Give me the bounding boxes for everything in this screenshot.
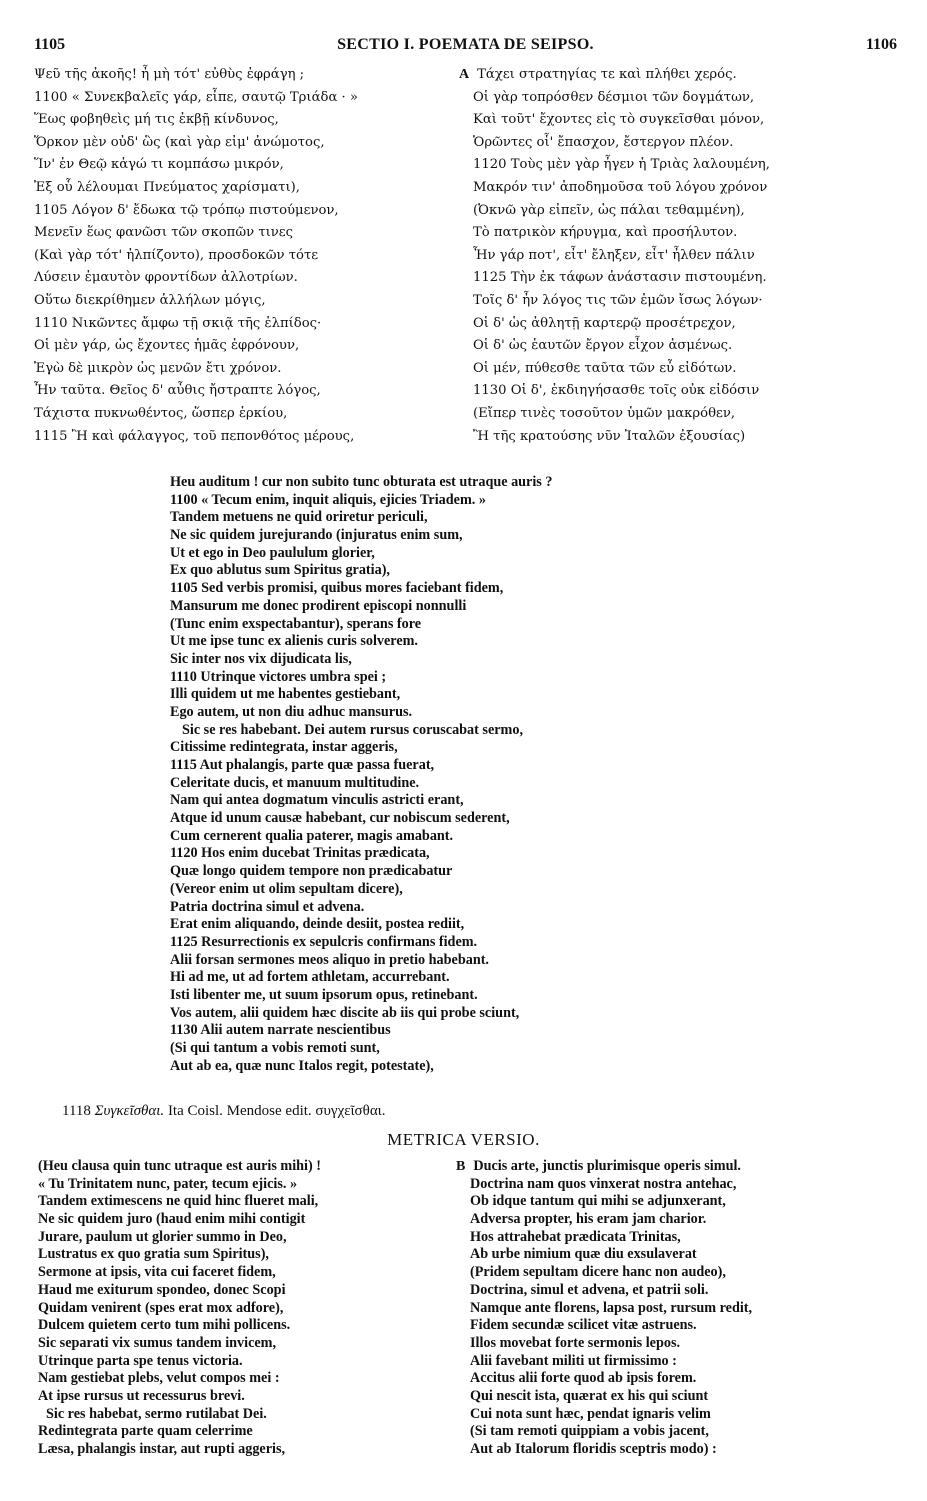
metrica-verse-line: Ab urbe nimium quæ diu exsulaverat <box>470 1246 697 1263</box>
latin-verse-line: Tandem metuens ne quid oriretur periculi, <box>170 509 428 526</box>
greek-verse-line: 1100 « Συνεκβαλεῖς γάρ, εἶπε, σαυτῷ Τριάδα · » <box>34 89 359 105</box>
footnote-greek-variant: συγχεῖσθαι. <box>315 1103 386 1119</box>
verse-column-right <box>456 1158 906 1459</box>
latin-verse-line: Ut me ipse tunc ex alienis curis solverem. <box>170 633 418 650</box>
greek-column-right <box>459 64 904 448</box>
metrica-verse-line: Ob idque tantum qui mihi se adjunxerant, <box>470 1193 726 1210</box>
metrica-verse-line: Lustratus ex quo gratia sum Spiritus), <box>38 1246 269 1263</box>
greek-verse-line: Ἐξ οὗ λέλουμαι Πνεύματος χαρίσματι), <box>34 179 300 195</box>
latin-verse-line: Patria doctrina simul et advena. <box>170 898 365 915</box>
latin-verse-line: Cum cernerent qualia paterer, magis amabant. <box>170 827 454 844</box>
greek-verse-line: (Καὶ γὰρ τότ' ἠλπίζοντο), προσδοκῶν τότε <box>34 247 319 263</box>
greek-verse-line: Οἱ δ' ὡς ἑαυτῶν ἔργον εἶχον ἀσμένως. <box>473 338 733 354</box>
latin-verse-line: Vos autem, alii quidem hæc discite ab iis qui probe sciunt, <box>170 1004 520 1021</box>
greek-verse-line: Οὕτω διεκρίθημεν ἀλλήλων μόγις, <box>34 292 266 308</box>
latin-verse-line: Quæ longo quidem tempore non prædicabatur <box>170 863 453 880</box>
metrica-verse-line: Ne sic quidem juro (haud enim mihi contigit <box>38 1211 306 1228</box>
latin-verse-line: (Si qui tantum a vobis remoti sunt, <box>170 1040 380 1056</box>
greek-verse-line: Ἦν ταῦτα. Θεῖος δ' αὖθις ἤστραπτε λόγος, <box>34 383 321 399</box>
metrica-verse-line: At ipse rursus ut recessurus brevi. <box>38 1387 245 1404</box>
metrica-verse-line: Nam gestiebat plebs, velut compos mei : <box>38 1370 280 1387</box>
latin-verse-line: 1100 « Tecum enim, inquit aliquis, ejicies Triadem. » <box>170 491 486 508</box>
metrica-verse-line: Alii favebant militi ut firmissimo : <box>470 1352 677 1369</box>
latin-translation <box>170 474 730 1075</box>
right-page-number: 1106 <box>865 36 897 53</box>
greek-verse-line: Καὶ τοῦτ' ἔχοντες εἰς τὸ συγκεῖσθαι μόνον, <box>473 112 765 128</box>
metrica-verse-line: Doctrina, simul et advena, et patrii soli. <box>470 1281 709 1298</box>
metrica-verse-line <box>456 1158 906 1176</box>
metrica-verse-line: Haud me exiturum spondeo, donec Scopi <box>38 1281 286 1298</box>
latin-verse-line: Hi ad me, ut ad fortem athletam, accurrebant. <box>170 969 450 986</box>
greek-verse-line <box>459 64 904 87</box>
running-title: SECTIO I. POEMATA DE SEIPSO. <box>337 36 594 53</box>
greek-verse-line: Μενεῖν ἕως φανῶσι τῶν σκοπῶν τινες <box>34 225 294 241</box>
greek-verse-line: Οἱ μὲν γάρ, ὡς ἔχοντες ἡμᾶς ἐφρόνουν, <box>34 338 300 354</box>
metrica-versio-heading: METRICA VERSIO. <box>387 1130 540 1149</box>
metrica-verse-line: Adversa propter, his eram jam charior. <box>470 1211 707 1228</box>
latin-verse-line: Celeritate ducis, et manuum multitudine. <box>170 774 420 791</box>
metrica-verse-line: Jurare, paulum ut glorier summo in Deo, <box>38 1228 287 1245</box>
latin-verse-line: Alii forsan sermones meos aliquo in pretio habebant. <box>170 951 489 968</box>
footnote <box>62 1103 862 1120</box>
metrica-verse-line: (Heu clausa quin tunc utraque est auris mihi) ! <box>38 1158 321 1174</box>
metrica-verse-line: Sermone at ipsis, vita cui faceret fidem, <box>38 1264 276 1281</box>
metrica-verse-line: Sic res habebat, sermo rutilabat Dei. <box>46 1405 267 1422</box>
greek-verse-line: Τάχιστα πυκνωθέντος, ὥσπερ ἑρκίου, <box>34 405 288 421</box>
line-text: Ducis arte, junctis plurimisque operis simul. <box>473 1158 741 1174</box>
footnote-text: Ita Coisl. Mendose edit. <box>164 1103 316 1119</box>
greek-verse-line: 1130 Οἱ δ', ἐκδιηγήσασθε τοῖς οὐκ εἰδόσιν <box>473 383 760 399</box>
column-marker: B <box>456 1159 466 1174</box>
metrica-verse-line: Dulcem quietem certo tum mihi pollicens. <box>38 1317 291 1334</box>
latin-verse-line: Ne sic quidem jurejurando (injuratus enim sum, <box>170 527 463 544</box>
latin-verse-line: Erat enim aliquando, deinde desiit, postea rediit, <box>170 916 465 933</box>
verse-column-left <box>38 1158 458 1459</box>
metrica-verse-line: Læsa, phalangis instar, aut rupti aggeris, <box>38 1441 286 1457</box>
column-marker: A <box>459 67 470 82</box>
metrica-verse-line: Fidem secundæ scilicet vitæ astruens. <box>470 1317 697 1334</box>
metrica-verse-line: Namque ante florens, lapsa post, rursum redit, <box>470 1299 753 1316</box>
latin-verse-line: Ego autem, ut non diu adhuc mansurus. <box>170 703 413 720</box>
metrica-verse-line: « Tu Trinitatem nunc, pater, tecum ejicis. » <box>38 1175 298 1192</box>
greek-verse-line: Ἦν γάρ ποτ', εἶτ' ἔληξεν, εἶτ' ἦλθεν πάλιν <box>473 247 755 263</box>
latin-verse-line: 1125 Resurrectionis ex sepulcris confirmans fidem. <box>170 933 478 950</box>
line-text: Τάχει στρατηγίας τε καὶ πλήθει χερός. <box>477 67 737 82</box>
greek-verse-line: 1125 Τὴν ἐκ τάφων ἀνάστασιν πιστουμένη. <box>473 270 767 286</box>
greek-verse-line: Ὅρκον μὲν οὐδ' ὣς (καὶ γὰρ εἰμ' ἀνώμοτος, <box>34 134 325 150</box>
latin-verse-line: Illi quidem ut me habentes gestiebant, <box>170 686 401 703</box>
latin-verse-line: Citissime redintegrata, instar aggeris, <box>170 739 398 756</box>
latin-verse-line: Ut et ego in Deo paululum glorier, <box>170 544 375 561</box>
footnote-greek-term: Συγκεῖσθαι. <box>94 1103 165 1119</box>
greek-verse-line: Ἵν' ἐν Θεῷ κἀγώ τι κομπάσω μικρόν, <box>34 157 284 173</box>
greek-verse-line: Οἱ γὰρ τοπρόσθεν δέσμιοι τῶν δογμάτων, <box>473 89 755 105</box>
latin-verse-line: 1120 Hos enim ducebat Trinitas prædicata, <box>170 845 430 862</box>
latin-verse-line: Mansurum me donec prodirent episcopi nonnulli <box>170 597 467 614</box>
greek-text <box>34 64 899 472</box>
greek-verse-line: (Ὀκνῶ γὰρ εἰπεῖν, ὡς πάλαι τεθαμμένη), <box>473 202 745 218</box>
metrica-verse-line: Tandem extimescens ne quid hinc flueret mali, <box>38 1193 319 1210</box>
metrica-verse-line: Quidam venirent (spes erat mox adfore), <box>38 1299 284 1316</box>
latin-verse-line: 1110 Utrinque victores umbra spei ; <box>170 668 387 685</box>
greek-column-left <box>34 64 464 448</box>
metrica-verse-line: Aut ab Italorum floridis sceptris modo) : <box>470 1441 717 1457</box>
metrica-verse-line: Utrinque parta spe tenus victoria. <box>38 1352 243 1369</box>
greek-verse-line: Τοῖς δ' ἦν λόγος τις τῶν ἐμῶν ἴσως λόγων· <box>473 292 763 308</box>
latin-verse-line: Sic inter nos vix dijudicata lis, <box>170 650 352 667</box>
latin-verse-line: Atque id unum causæ habebant, cur nobiscum sederent, <box>170 810 510 827</box>
greek-verse-line: Ὁρῶντες οἷ' ἔπασχον, ἔστεργον πλέον. <box>473 134 734 150</box>
latin-verse-line: Nam qui antea dogmatum vinculis astricti erant, <box>170 792 464 809</box>
greek-verse-line: Ἢ τῆς κρατούσης νῦν Ἰταλῶν ἐξουσίας) <box>473 428 746 444</box>
latin-verse-line: Heu auditum ! cur non subito tunc obturata est utraque auris ? <box>170 474 553 490</box>
page-header <box>34 36 897 58</box>
metrica-verse-line: (Si tam remoti quippiam a vobis jacent, <box>470 1423 709 1440</box>
latin-verse-line: 1130 Alii autem narrate nescientibus <box>170 1022 391 1039</box>
metrica-verse-line: Sic separati vix sumus tandem invicem, <box>38 1334 277 1351</box>
greek-verse-line: Οἱ δ' ὡς ἀθλητῇ καρτερῷ προσέτρεχον, <box>473 315 736 331</box>
latin-verse-line: Ex quo ablutus sum Spiritus gratia), <box>170 562 390 579</box>
greek-verse-line: 1110 Νικῶντες ἄμφω τῇ σκιᾷ τῆς ἐλπίδος· <box>34 315 322 331</box>
greek-verse-line: Τὸ πατρικὸν κήρυγμα, καὶ προσήλυτον. <box>473 225 738 241</box>
metrica-verse-line: Cui nota sunt hæc, pendat ignaris velim <box>470 1405 711 1422</box>
latin-verse-line: Sic se res habebant. Dei autem rursus coruscabat sermo, <box>182 721 523 738</box>
metrica-verse-line: Accitus alii forte quod ab ipsis forem. <box>470 1370 697 1387</box>
greek-verse-line: Οἱ μέν, πύθεσθε ταῦτα τῶν εὖ εἰδότων. <box>473 360 737 376</box>
greek-verse-line: Λύσειν ἐμαυτὸν φροντίδων ἀλλοτρίων. <box>34 270 298 286</box>
latin-verse-line: (Vereor enim ut olim sepultam dicere), <box>170 880 403 897</box>
latin-verse-line: Aut ab ea, quæ nunc Italos regit, potestate), <box>170 1057 434 1074</box>
metrica-verse-line: Doctrina nam quos vinxerat nostra antehac, <box>470 1175 737 1192</box>
latin-verse-line: (Tunc enim exspectabantur), sperans fore <box>170 615 422 632</box>
latin-verse-line: Isti libenter me, ut suum ipsorum opus, retinebant. <box>170 986 478 1003</box>
metrica-verse-line: Hos attrahebat prædicata Trinitas, <box>470 1228 681 1245</box>
greek-verse-line: Μακρόν τιν' ἀποδημοῦσα τοῦ λόγου χρόνον <box>473 179 768 195</box>
metrica-verse-line: Redintegrata parte quam celerrime <box>38 1423 253 1440</box>
greek-verse-line: Ἐγὼ δὲ μικρὸν ὡς μενῶν ἔτι χρόνον. <box>34 360 282 376</box>
metrica-verse-line: (Pridem sepultam dicere hanc non audeo), <box>470 1264 726 1281</box>
greek-verse-line: 1120 Τοὺς μὲν γὰρ ἦγεν ἡ Τριὰς λαλουμένη, <box>473 157 770 173</box>
greek-verse-line: 1105 Λόγον δ' ἔδωκα τῷ τρόπῳ πιστούμενον, <box>34 202 339 218</box>
latin-verse-line: 1105 Sed verbis promisi, quibus mores faciebant fidem, <box>170 580 504 597</box>
metrica-verse-line: Qui nescit ista, quærat ex his qui sciunt <box>470 1387 709 1404</box>
footnote-number: 1118 <box>62 1103 91 1119</box>
metrica-verse-line: Illos movebat forte sermonis lepos. <box>470 1334 681 1351</box>
left-page-number: 1105 <box>34 36 66 53</box>
greek-verse-line: 1115 Ἢ καὶ φάλαγγος, τοῦ πεπονθότος μέρους, <box>34 428 355 444</box>
greek-verse-line: Ἕως φοβηθεὶς μή τις ἐκβῇ κίνδυνος, <box>34 112 279 128</box>
latin-verse-line: 1115 Aut phalangis, parte quæ passa fuerat, <box>170 757 435 773</box>
greek-verse-line: (Εἴπερ τινὲς τοσοῦτον ὑμῶν μακρόθεν, <box>473 405 736 421</box>
greek-verse-line: Ψεῦ τῆς ἀκοῆς! ἦ μὴ τότ' εὐθὺς ἐφράγη ; <box>34 67 305 82</box>
